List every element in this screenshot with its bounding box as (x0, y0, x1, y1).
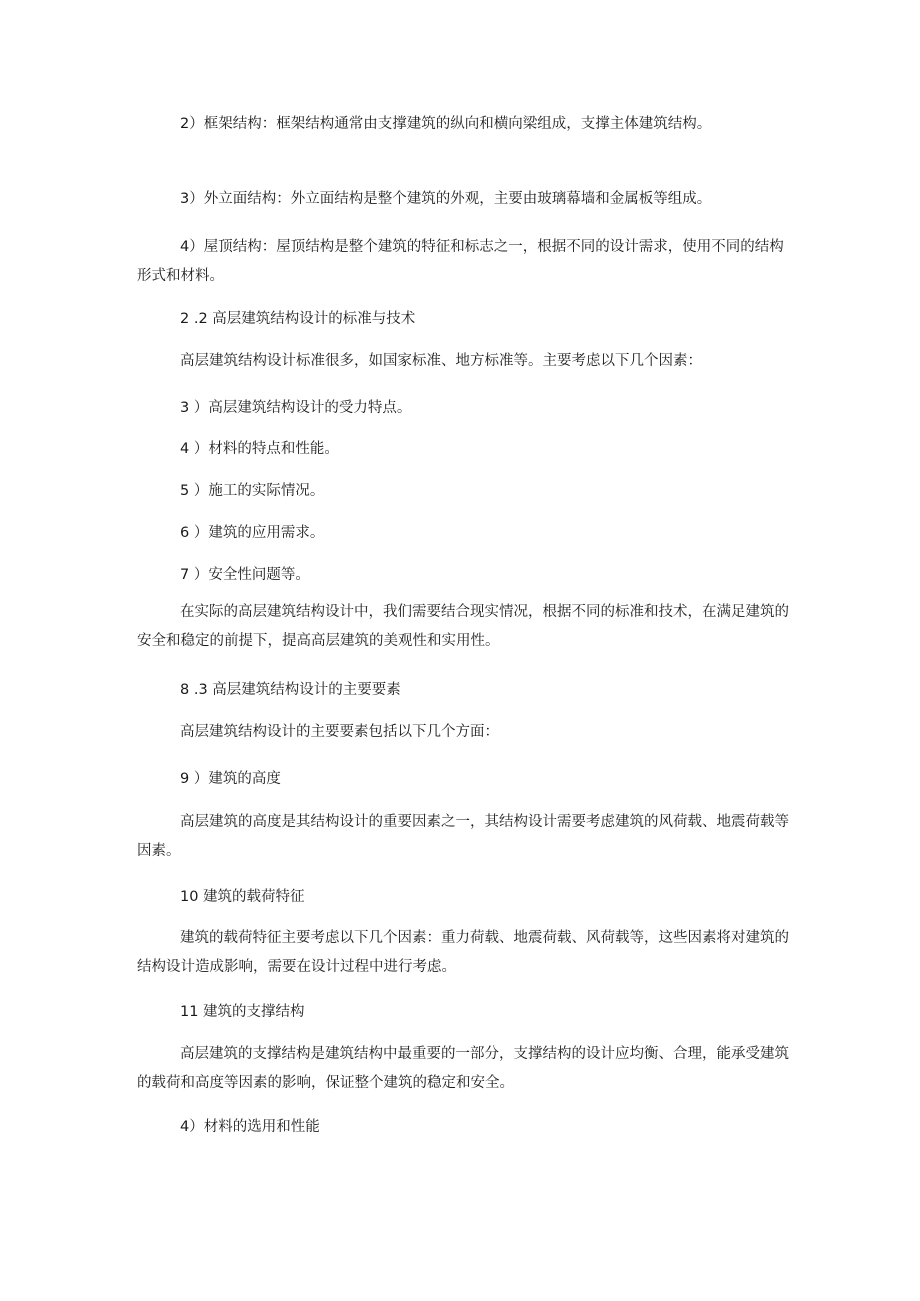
list-item-material-properties: 4 ）材料的特点和性能。 (180, 441, 339, 457)
paragraph-elements-intro: 高层建筑结构设计的主要要素包括以下几个方面： (180, 724, 499, 740)
paragraph-load-characteristics: 建筑的载荷特征主要考虑以下几个因素：重力荷载、地震荷载、风荷载等，这些因素将对建筑的结构设计造成影响，需要在设计过程中进行考虑。 (137, 930, 789, 975)
paragraph-building-height: 高层建筑的高度是其结构设计的重要因素之一，其结构设计需要考虑建筑的风荷载、地震荷载等因素。 (137, 814, 789, 859)
list-item-load-characteristics: 10 建筑的载荷特征 (180, 889, 305, 905)
list-item-application-needs: 6 ）建筑的应用需求。 (180, 525, 325, 541)
list-item-material-selection: 4）材料的选用和性能 (180, 1119, 320, 1135)
list-item-safety-issues: 7 ）安全性问题等。 (180, 567, 310, 583)
section-heading-standards: 2 .2 高层建筑结构设计的标准与技术 (180, 311, 416, 327)
paragraph-facade-structure: 3）外立面结构：外立面结构是整个建筑的外观，主要由玻璃幕墙和金属板等组成。 (180, 191, 712, 207)
list-item-building-height: 9 ）建筑的高度 (180, 771, 281, 787)
paragraph-standards-summary: 在实际的高层建筑结构设计中，我们需要结合现实情况，根据不同的标准和技术，在满足建筑的安全和稳定的前提下，提高高层建筑的美观性和实用性。 (137, 604, 789, 649)
list-item-force-characteristics: 3 ）高层建筑结构设计的受力特点。 (180, 400, 412, 416)
paragraph-roof-structure: 4）屋顶结构：屋顶结构是整个建筑的特征和标志之一，根据不同的设计需求，使用不同的结构形式和材料。 (137, 239, 784, 284)
paragraph-support-structure: 高层建筑的支撑结构是建筑结构中最重要的一部分，支撑结构的设计应均衡、合理，能承受建筑的载荷和高度等因素的影响，保证整个建筑的稳定和安全。 (137, 1046, 789, 1091)
paragraph-frame-structure: 2）框架结构：框架结构通常由支撑建筑的纵向和横向梁组成，支撑主体建筑结构。 (180, 116, 712, 132)
section-heading-main-elements: 8 .3 高层建筑结构设计的主要要素 (180, 682, 401, 698)
list-item-support-structure: 11 建筑的支撑结构 (180, 1004, 305, 1020)
list-item-construction-conditions: 5 ）施工的实际情况。 (180, 483, 325, 499)
paragraph-standards-intro: 高层建筑结构设计标准很多，如国家标准、地方标准等。主要考虑以下几个因素： (180, 353, 702, 369)
